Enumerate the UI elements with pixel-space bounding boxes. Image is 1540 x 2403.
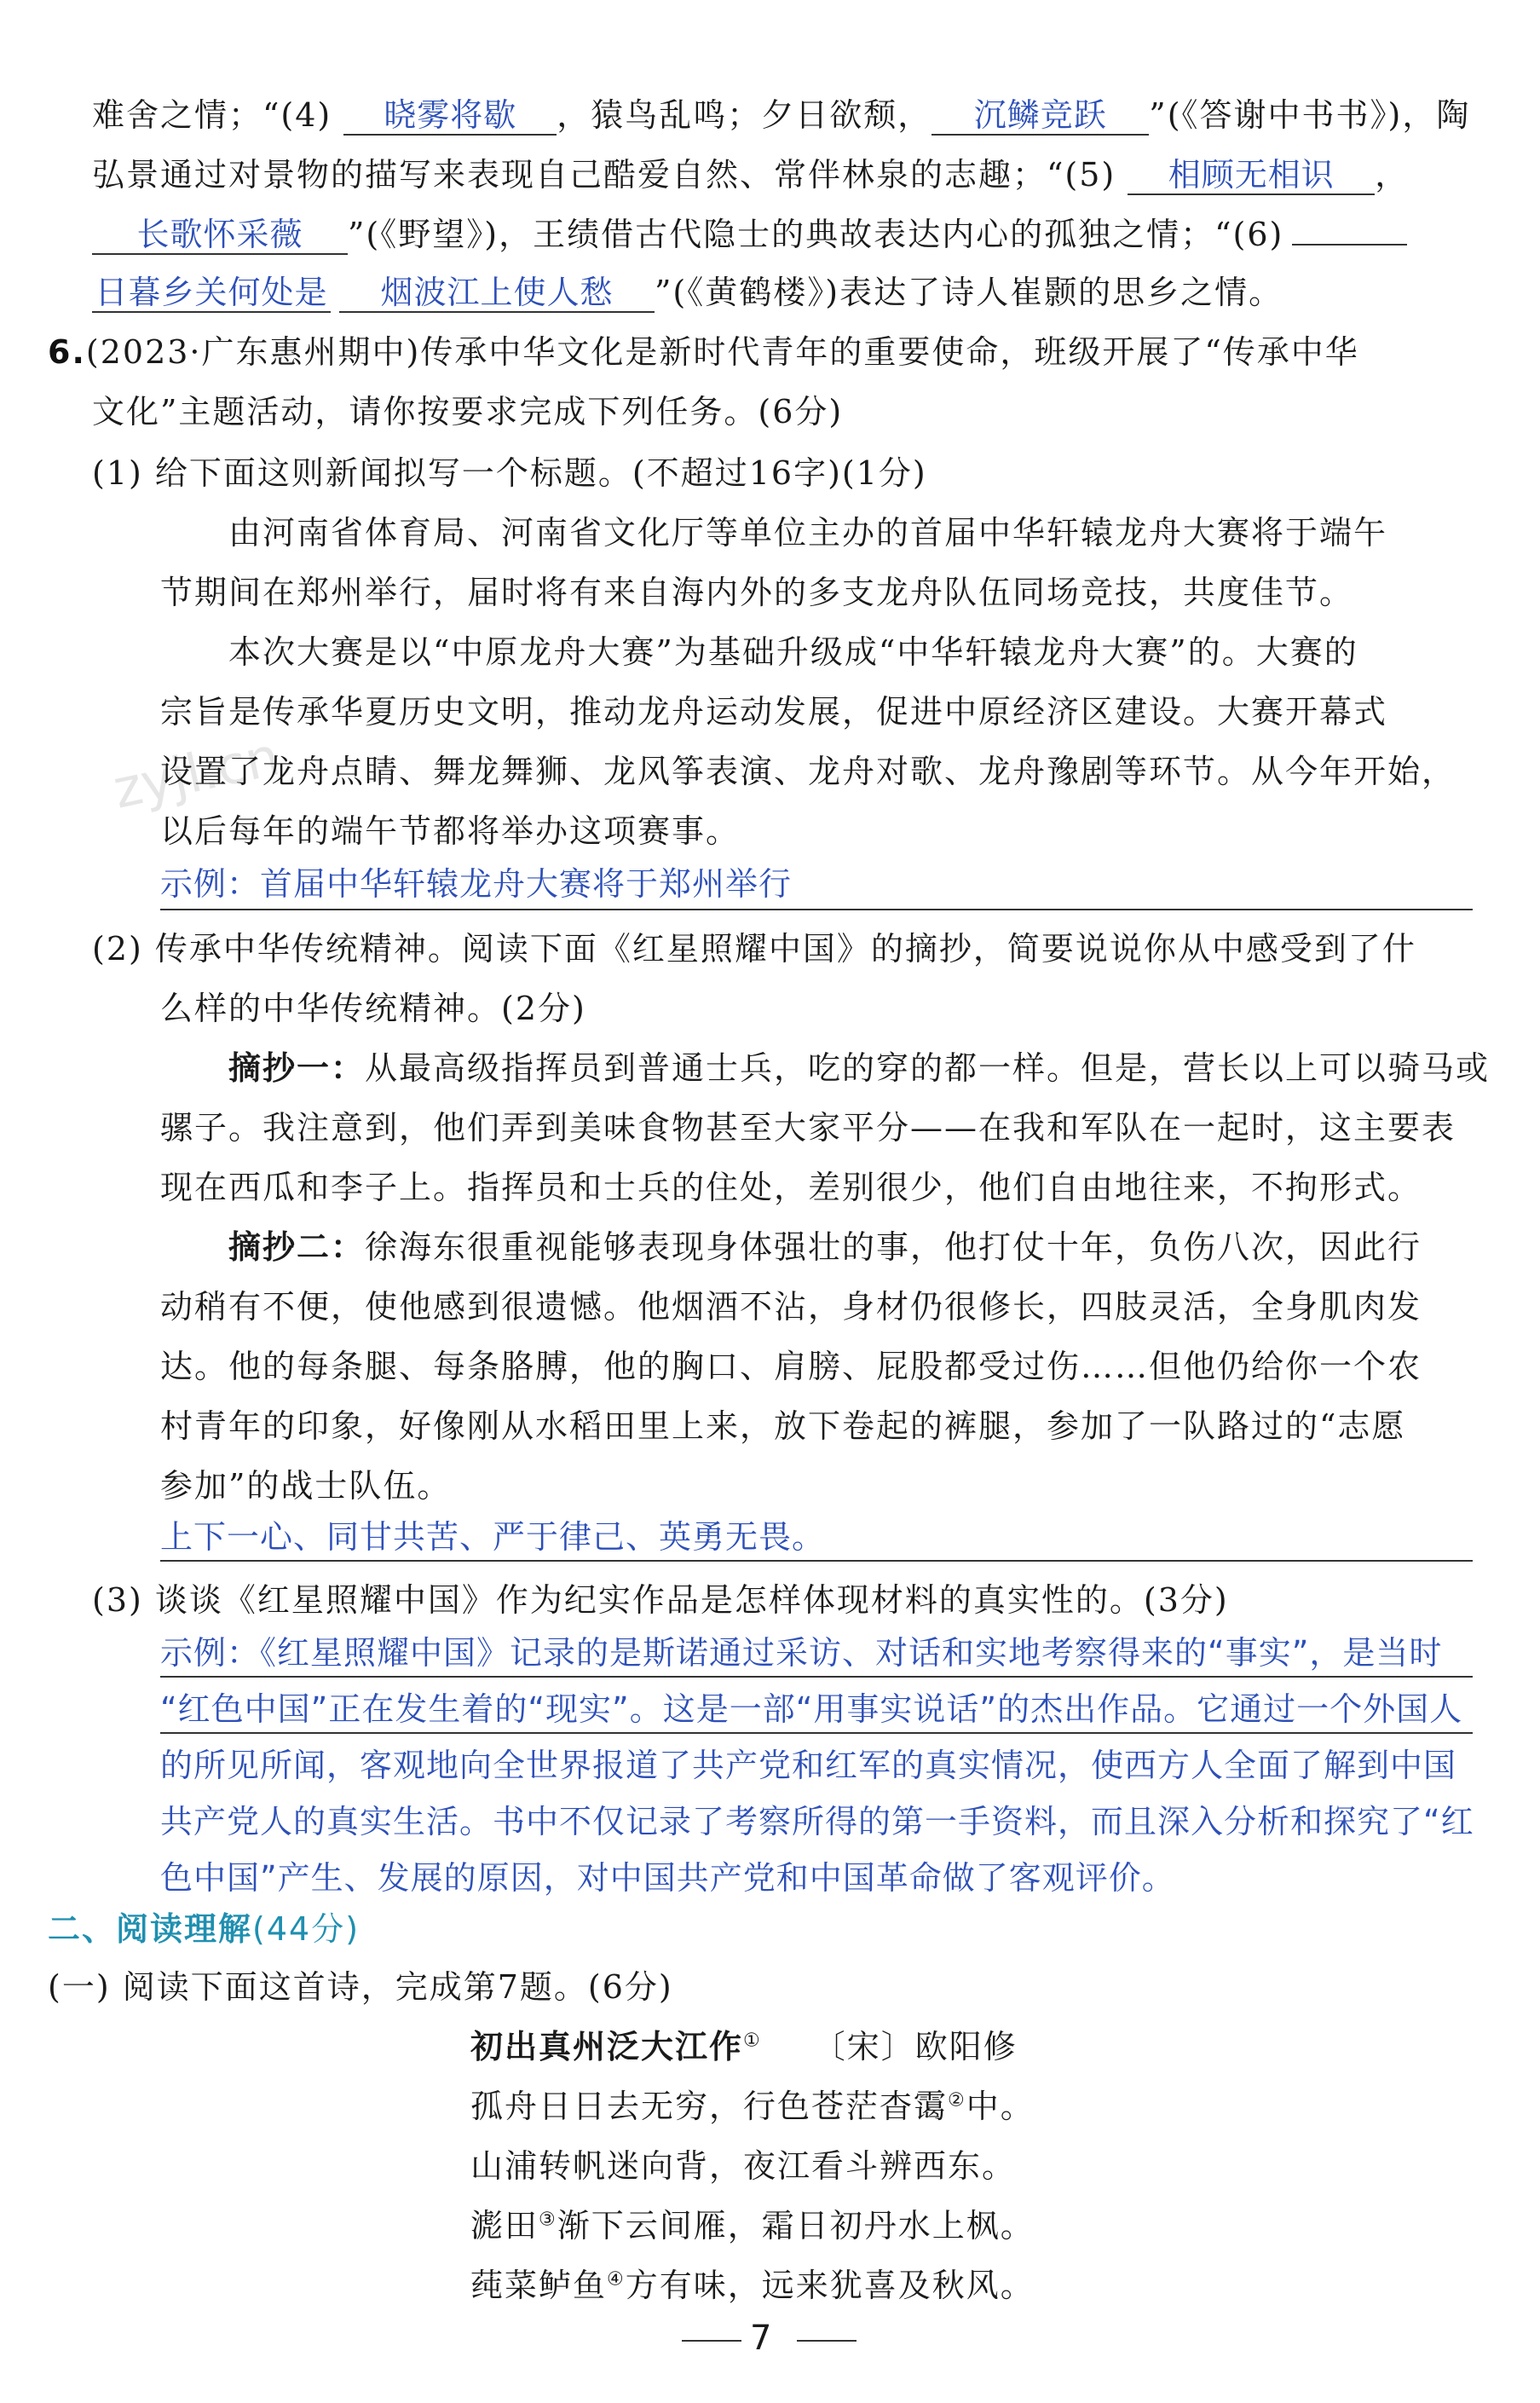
question-number: 6. xyxy=(48,333,86,371)
news-line: 由河南省体育局、河南省文化厅等单位主办的首届中华轩辕龙舟大赛将于端午 xyxy=(228,514,1388,552)
q6-sub-2b: 么样的中华传统精神。(2分) xyxy=(160,990,586,1027)
q5-line-3 xyxy=(92,213,1407,256)
q5-text: ”(《野望》)，王绩借古代隐士的典故表达内心的孤独之情；“(6) xyxy=(348,216,1284,253)
excerpt-2-line: 达。他的每条腿、每条胳膊，他的胸口、肩膀、屁股都受过伤……但他仍给你一个农 xyxy=(160,1348,1422,1385)
answer-5b[interactable]: 长歌怀采薇 xyxy=(92,216,348,255)
q5-text: ”(《黄鹤楼》)表达了诗人崔颢的思乡之情。 xyxy=(655,274,1283,311)
poem-text: 渐下云间雁，霜日初丹水上枫。 xyxy=(557,2207,1035,2244)
section-score: (44分) xyxy=(252,1910,360,1948)
poem-title-line xyxy=(470,2025,1018,2068)
excerpt-1-line: 现在西瓜和李子上。指挥员和士兵的住处，差别很少，他们自由地往来，不拘形式。 xyxy=(160,1169,1422,1206)
poem-line xyxy=(470,2204,1035,2247)
answer-1[interactable]: 示例：首届中华轩辕龙舟大赛将于郑州举行 xyxy=(160,865,793,903)
q5-text: ，猿鸟乱鸣；夕日欲颓， xyxy=(557,96,932,134)
poem-text: 中。 xyxy=(966,2088,1035,2125)
section-heading xyxy=(48,1908,360,1950)
answer-3-line[interactable]: 的所见所闻，客观地向全世界报道了共产党和红军的真实情况，使西方人全面了解到中国 xyxy=(160,1747,1457,1784)
footnote-marker: ④ xyxy=(607,2268,626,2290)
answer-4a[interactable]: 晓雾将歇 xyxy=(343,96,557,136)
q5-line-2 xyxy=(92,153,1409,196)
watermark: zyjl.cn xyxy=(107,725,286,821)
answer-3-line[interactable]: 色中国”产生、发展的原因，对中国共产党和中国革命做了客观评价。 xyxy=(160,1859,1175,1897)
excerpt-2-line: 参加”的战士队伍。 xyxy=(160,1467,452,1505)
excerpt-1-line: 骡子。我注意到，他们弄到美味食物甚至大家平分——在我和军队在一起时，这主要表 xyxy=(160,1109,1456,1147)
q5-text: 弘景通过对景物的描写来表现自己酷爱自然、常伴林泉的志趣；“(5) xyxy=(92,156,1116,194)
news-line: 本次大赛是以“中原龙舟大赛”为基础升级成“中华轩辕龙舟大赛”的。大赛的 xyxy=(228,633,1358,671)
poem-author: 〔宋〕欧阳修 xyxy=(812,2028,1018,2065)
answer-3-line[interactable]: 示例：《红星照耀中国》记录的是斯诺通过采访、对话和实地考察得来的“事实”，是当时 xyxy=(160,1634,1443,1672)
section-title: 二、阅读理解 xyxy=(48,1910,253,1948)
footnote-marker: ① xyxy=(743,2030,762,2052)
news-line: 以后每年的端午节都将举办这项赛事。 xyxy=(160,812,741,850)
part-intro: (一) 阅读下面这首诗，完成第7题。(6分) xyxy=(48,1968,673,2006)
footnote-marker: ② xyxy=(948,2089,966,2111)
answer-6b[interactable]: 烟波江上使人愁 xyxy=(339,274,655,313)
q5-text: ”(《答谢中书书》)，陶 xyxy=(1149,96,1471,134)
q6-sub-2a: (2) 传承中华传统精神。阅读下面《红星照耀中国》的摘抄，简要说说你从中感受到了什 xyxy=(92,930,1416,968)
poem-text: 方有味，远来犹喜及秋风。 xyxy=(625,2267,1035,2304)
q5-line-4 xyxy=(92,271,1283,314)
answer-4b[interactable]: 沉鳞竞跃 xyxy=(931,96,1149,136)
poem-text: 孤舟日日去无穷，行色苍茫杳霭 xyxy=(470,2088,949,2125)
excerpt-2-line: 村青年的印象，好像刚从水稻田里上来，放下卷起的裤腿，参加了一队路过的“志愿 xyxy=(160,1407,1406,1445)
news-line: 宗旨是传承华夏历史文明，推动龙舟运动发展，促进中原经济区建设。大赛开幕式 xyxy=(160,693,1388,731)
answer-2[interactable]: 上下一心、同甘共苦、严于律己、英勇无畏。 xyxy=(160,1518,826,1556)
answer-6a[interactable]: 日暮乡关何处是 xyxy=(92,274,331,313)
answer-3-line[interactable]: “红色中国”正在发生着的“现实”。这是一部“用事实说话”的杰出作品。它通过一个外国人 xyxy=(160,1690,1463,1728)
answer-6-blank-start[interactable] xyxy=(1292,244,1407,245)
q5-text: 难舍之情；“(4) xyxy=(92,96,332,134)
answer-5a[interactable]: 相顾无相识 xyxy=(1128,156,1375,195)
q6-sub-1: (1) 给下面这则新闻拟写一个标题。(不超过16字)(1分) xyxy=(92,454,927,492)
poem-text: 滮田 xyxy=(470,2207,539,2244)
excerpt-2-line: 动稍有不便，使他感到很遗憾。他烟酒不沾，身材仍很修长，四肢灵活，全身肌肉发 xyxy=(160,1288,1422,1326)
poem-line xyxy=(470,2264,1035,2307)
poem-line: 山浦转帆迷向背，夜江看斗辨西东。 xyxy=(470,2147,1017,2185)
q5-line-1 xyxy=(92,94,1470,136)
excerpt-1-text: 从最高级指挥员到普通士兵，吃的穿的都一样。但是，营长以上可以骑马或 xyxy=(365,1049,1491,1087)
page-number-dash-left xyxy=(682,2340,741,2342)
excerpt-2-label: 摘抄二： xyxy=(228,1227,366,1266)
answer-1-line xyxy=(160,909,1473,910)
q6-intro-text: (2023·广东惠州期中)传承中华文化是新时代青年的重要使命，班级开展了“传承中华 xyxy=(85,333,1359,371)
answer-3-line[interactable]: 共产党人的真实生活。书中不仅记录了考察所得的第一手资料，而且深入分析和探究了“红 xyxy=(160,1803,1474,1840)
news-line: 节期间在郑州举行，届时将有来自海内外的多支龙舟队伍同场竞技，共度佳节。 xyxy=(160,574,1354,611)
poem-line xyxy=(470,2085,1035,2128)
poem-text: 莼菜鲈鱼 xyxy=(470,2267,608,2304)
excerpt-1-line xyxy=(228,1047,1490,1089)
q6-sub-3: (3) 谈谈《红星照耀中国》作为纪实作品是怎样体现材料的真实性的。(3分) xyxy=(92,1581,1229,1619)
page-number: 7 xyxy=(750,2319,774,2358)
excerpt-2-line xyxy=(228,1226,1422,1268)
q6-intro-1 xyxy=(48,331,1359,373)
page-number-dash-right xyxy=(797,2340,857,2342)
answer-3-rule xyxy=(160,1676,1473,1678)
poem-title: 初出真州泛大江作 xyxy=(470,2027,744,2065)
news-line: 设置了龙舟点睛、舞龙舞狮、龙风筝表演、龙舟对歌、龙舟豫剧等环节。从今年开始， xyxy=(160,753,1456,790)
footnote-marker: ③ xyxy=(539,2209,557,2231)
excerpt-2-text: 徐海东很重视能够表现身体强壮的事，他打仗十年，负伤八次，因此行 xyxy=(365,1228,1422,1266)
answer-2-line xyxy=(160,1560,1473,1562)
answer-3-rule xyxy=(160,1732,1473,1734)
q6-intro-2: 文化”主题活动，请你按要求完成下列任务。(6分) xyxy=(92,393,844,430)
q5-text: ， xyxy=(1375,156,1410,194)
excerpt-1-label: 摘抄一： xyxy=(228,1048,366,1087)
